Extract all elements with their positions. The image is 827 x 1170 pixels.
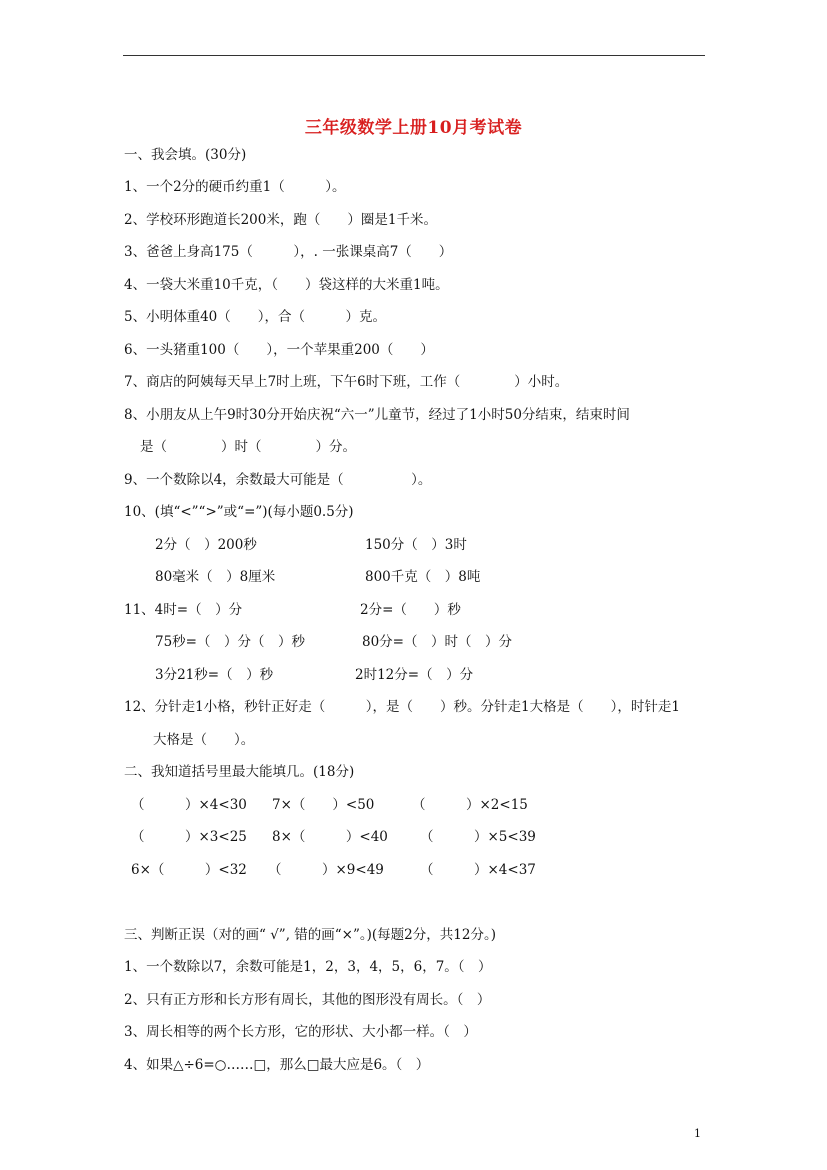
question-8-line2: 是（ ）时（ ）分。 xyxy=(140,439,356,455)
s2-row3-item3: （ ）×4<37 xyxy=(420,862,536,878)
question-11: 11、4时=（ ）分 xyxy=(124,602,243,618)
question-9: 9、一个数除以4，余数最大可能是（ ）。 xyxy=(124,472,432,488)
s2-row1-item2: 7×（ ）<50 xyxy=(272,797,375,813)
s2-row1-item3: （ ）×2<15 xyxy=(412,797,528,813)
question-5: 5、小明体重40（ ），合（ ）克。 xyxy=(124,309,387,325)
page-number: 1 xyxy=(694,1127,701,1140)
s2-row3-item2: （ ）×9<49 xyxy=(268,862,384,878)
s2-row1-item1: （ ）×4<30 xyxy=(131,797,247,813)
question-3: 3、爸爸上身高175（ ），. 一张课桌高7（ ） xyxy=(124,244,453,260)
s2-row2-item3: （ ）×5<39 xyxy=(420,829,536,845)
question-4: 4、一袋大米重10千克，（ ）袋这样的大米重1吨。 xyxy=(124,277,449,293)
q11-row3-right: 2时12分=（ ）分 xyxy=(355,667,474,683)
q10-row2-left: 80毫米（ ）8厘米 xyxy=(155,569,276,585)
s2-row2-item1: （ ）×3<25 xyxy=(131,829,247,845)
q11-row3-left: 3分21秒=（ ）秒 xyxy=(155,667,274,683)
section2-heading: 二、我知道括号里最大能填几。(18分) xyxy=(124,764,355,780)
q10-row1-left: 2分（ ）200秒 xyxy=(155,537,257,553)
section3-heading: 三、判断正误（对的画“ √”, 错的画“×”。)(每题2分，共12分。) xyxy=(124,927,496,943)
question-8-line1: 8、小朋友从上午9时30分开始庆祝“六一”儿童节，经过了1小时50分结束，结束时间 xyxy=(124,407,630,423)
q10-row1-right: 150分（ ）3时 xyxy=(365,537,467,553)
header-rule xyxy=(123,55,705,56)
page-title: 三年级数学上册10月考试卷 xyxy=(304,118,523,138)
q11-row2-left: 75秒=（ ）分（ ）秒 xyxy=(155,634,305,650)
section1-heading: 一、我会填。(30分) xyxy=(124,147,247,163)
q10-row2-right: 800千克（ ）8吨 xyxy=(365,569,481,585)
judge-3: 3、周长相等的两个长方形，它的形状、大小都一样。（ ） xyxy=(124,1024,477,1040)
judge-1: 1、一个数除以7，余数可能是1，2，3，4，5，6，7。（ ） xyxy=(124,959,492,975)
question-2: 2、学校环形跑道长200米，跑（ ）圈是1千米。 xyxy=(124,212,437,228)
q11-row2-right: 80分=（ ）时（ ）分 xyxy=(362,634,512,650)
s2-row2-item2: 8×（ ）<40 xyxy=(272,829,388,845)
question-1: 1、一个2分的硬币约重1（ ）。 xyxy=(124,179,346,195)
judge-4: 4、如果△÷6=○……□，那么□最大应是6。（ ） xyxy=(124,1057,430,1073)
question-6: 6、一头猪重100（ ），一个苹果重200（ ） xyxy=(124,342,434,358)
question-7: 7、商店的阿姨每天早上7时上班，下午6时下班，工作（ ）小时。 xyxy=(124,374,569,390)
question-10: 10、(填“<”“>”或“=”)(每小题0.5分) xyxy=(124,504,354,520)
q11-row1-right: 2分=（ ）秒 xyxy=(360,602,461,618)
question-12-line2: 大格是（ ）。 xyxy=(153,732,255,748)
question-12-line1: 12、分针走1小格，秒针正好走（ ），是（ ）秒。分针走1大格是（ ），时针走1 xyxy=(124,699,680,715)
s2-row3-item1: 6×（ ）<32 xyxy=(131,862,247,878)
judge-2: 2、只有正方形和长方形有周长，其他的图形没有周长。（ ） xyxy=(124,992,491,1008)
